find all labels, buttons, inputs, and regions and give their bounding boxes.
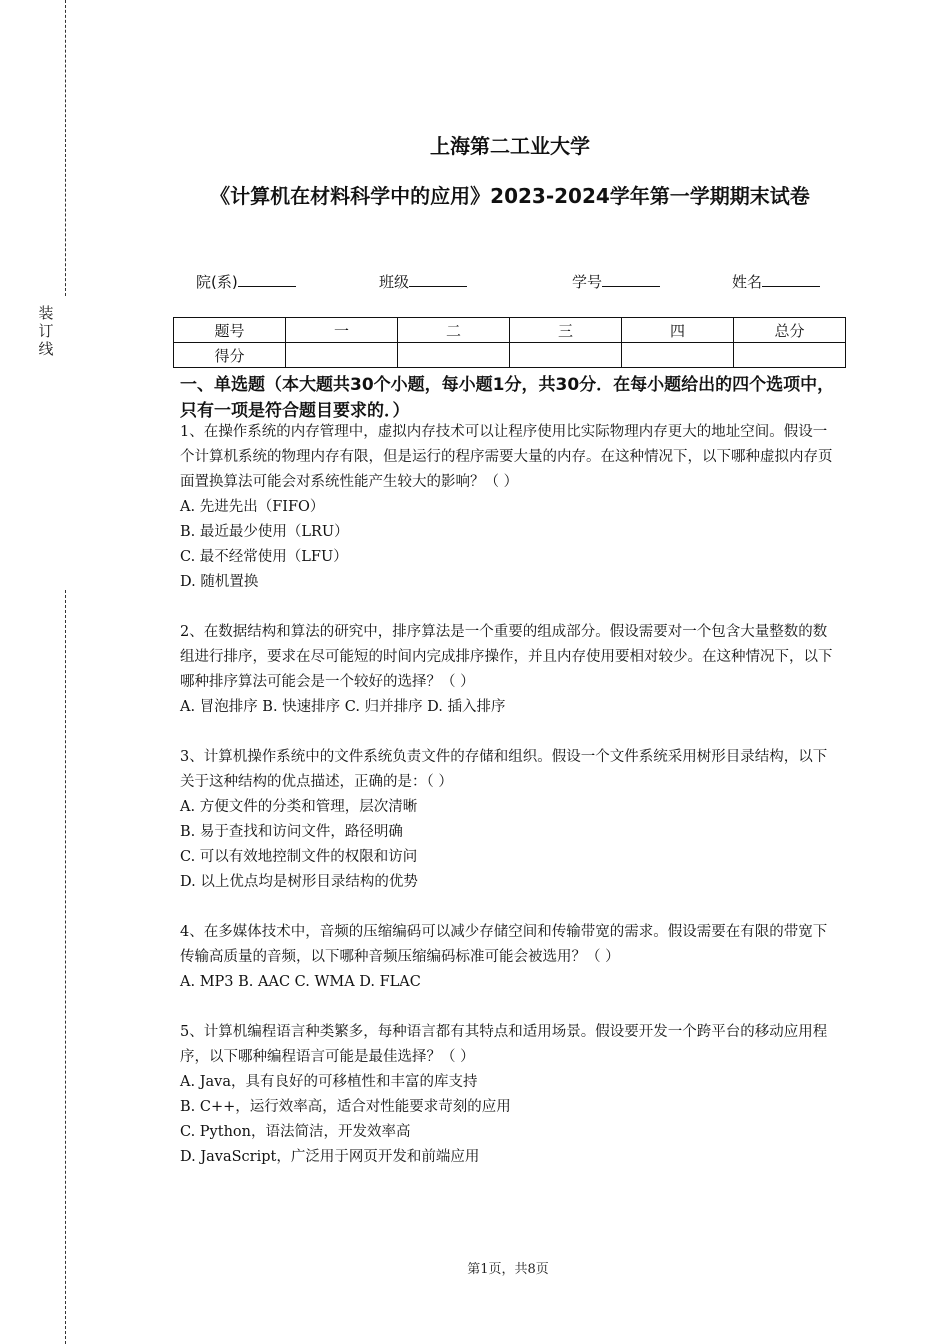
- question-option: D. 以上优点均是树形目录结构的优势: [180, 874, 418, 890]
- score-cell: 题号: [174, 318, 286, 343]
- question-list: [180, 420, 840, 1195]
- info-field-name: [732, 270, 820, 292]
- score-cell[interactable]: [734, 343, 846, 368]
- info-field-class: [379, 270, 467, 292]
- question-5: [180, 1020, 840, 1170]
- fill-blank[interactable]: [602, 270, 660, 287]
- score-cell: 得分: [174, 343, 286, 368]
- question-option: C. 可以有效地控制文件的权限和访问: [180, 849, 418, 865]
- fill-blank[interactable]: [238, 270, 296, 287]
- score-cell: 一: [286, 318, 398, 343]
- binding-label: [36, 304, 56, 358]
- info-field-label: 院(系): [196, 273, 238, 291]
- question-option: A. 冒泡排序 B. 快速排序 C. 归并排序 D. 插入排序: [180, 699, 506, 715]
- question-1: [180, 420, 840, 595]
- score-cell: 总分: [734, 318, 846, 343]
- fill-blank[interactable]: [762, 270, 820, 287]
- score-table-score-row: [174, 343, 846, 368]
- question-3: [180, 745, 840, 895]
- student-info-row: [0, 270, 950, 294]
- question-option: B. 最近最少使用（LRU）: [180, 524, 349, 540]
- question-option: A. MP3 B. AAC C. WMA D. FLAC: [180, 974, 421, 990]
- question-stem: 1、在操作系统的内存管理中，虚拟内存技术可以让程序使用比实际物理内存更大的地址空间。假设一个计算机系统的物理内存有限，但是运行的程序需要大量的内存。在这种情况下，以下哪种虚拟内存页面置换算法可能会对系统性能产生较大的影响？（ ）: [180, 424, 833, 490]
- score-cell[interactable]: [510, 343, 622, 368]
- score-cell: 四: [622, 318, 734, 343]
- binding-dashed-line-bottom: [65, 590, 66, 1344]
- question-option: D. 随机置换: [180, 574, 259, 590]
- question-stem: 3、计算机操作系统中的文件系统负责文件的存储和组织。假设一个文件系统采用树形目录结构，以下关于这种结构的优点描述，正确的是：（ ）: [180, 749, 828, 790]
- question-option: A. 方便文件的分类和管理，层次清晰: [180, 799, 418, 815]
- score-table: [173, 317, 846, 368]
- fill-blank[interactable]: [409, 270, 467, 287]
- info-field-student-id: [572, 270, 660, 292]
- question-2: [180, 620, 840, 720]
- page-number: 第1页，共8页: [467, 1262, 549, 1277]
- question-4: [180, 920, 840, 995]
- question-stem: 4、在多媒体技术中，音频的压缩编码可以减少存储空间和传输带宽的需求。假设需要在有限的带宽下传输高质量的音频，以下哪种音频压缩编码标准可能会被选用？（ ）: [180, 924, 828, 965]
- section-heading: 一、单选题（本大题共30个小题，每小题1分，共30分．在每小题给出的四个选项中，只有一项是符合题目要求的．）: [180, 375, 835, 421]
- question-option: B. 易于查找和访问文件，路径明确: [180, 824, 403, 840]
- exam-title: 《计算机在材料科学中的应用》2023-2024学年第一学期期末试卷: [210, 184, 810, 208]
- binding-char: 线: [38, 340, 54, 358]
- question-option: C. 最不经常使用（LFU）: [180, 549, 348, 565]
- info-field-label: 学号: [572, 273, 603, 291]
- score-cell[interactable]: [398, 343, 510, 368]
- question-stem: 2、在数据结构和算法的研究中，排序算法是一个重要的组成部分。假设需要对一个包含大量整数的数组进行排序，要求在尽可能短的时间内完成排序操作，并且内存使用要相对较少。在这种情况下，以下哪种排序算法可能会是一个较好的选择？（ ）: [180, 624, 833, 690]
- score-cell[interactable]: [286, 343, 398, 368]
- info-field-department: [196, 270, 296, 292]
- question-stem: 5、计算机编程语言种类繁多，每种语言都有其特点和适用场景。假设要开发一个跨平台的移动应用程序，以下哪种编程语言可能是最佳选择？（ ）: [180, 1024, 828, 1065]
- question-option: A. Java，具有良好的可移植性和丰富的库支持: [180, 1074, 478, 1090]
- score-cell: 三: [510, 318, 622, 343]
- question-option: D. JavaScript，广泛用于网页开发和前端应用: [180, 1149, 480, 1165]
- question-option: A. 先进先出（FIFO）: [180, 499, 325, 515]
- school-name: 上海第二工业大学: [430, 134, 590, 158]
- binding-char: 装: [38, 304, 54, 322]
- question-option: C. Python，语法简洁，开发效率高: [180, 1124, 411, 1140]
- score-cell[interactable]: [622, 343, 734, 368]
- binding-char: 订: [38, 322, 54, 340]
- question-option: B. C++，运行效率高，适合对性能要求苛刻的应用: [180, 1099, 511, 1115]
- info-field-label: 姓名: [732, 273, 763, 291]
- info-field-label: 班级: [379, 273, 410, 291]
- score-table-header-row: [174, 318, 846, 343]
- score-cell: 二: [398, 318, 510, 343]
